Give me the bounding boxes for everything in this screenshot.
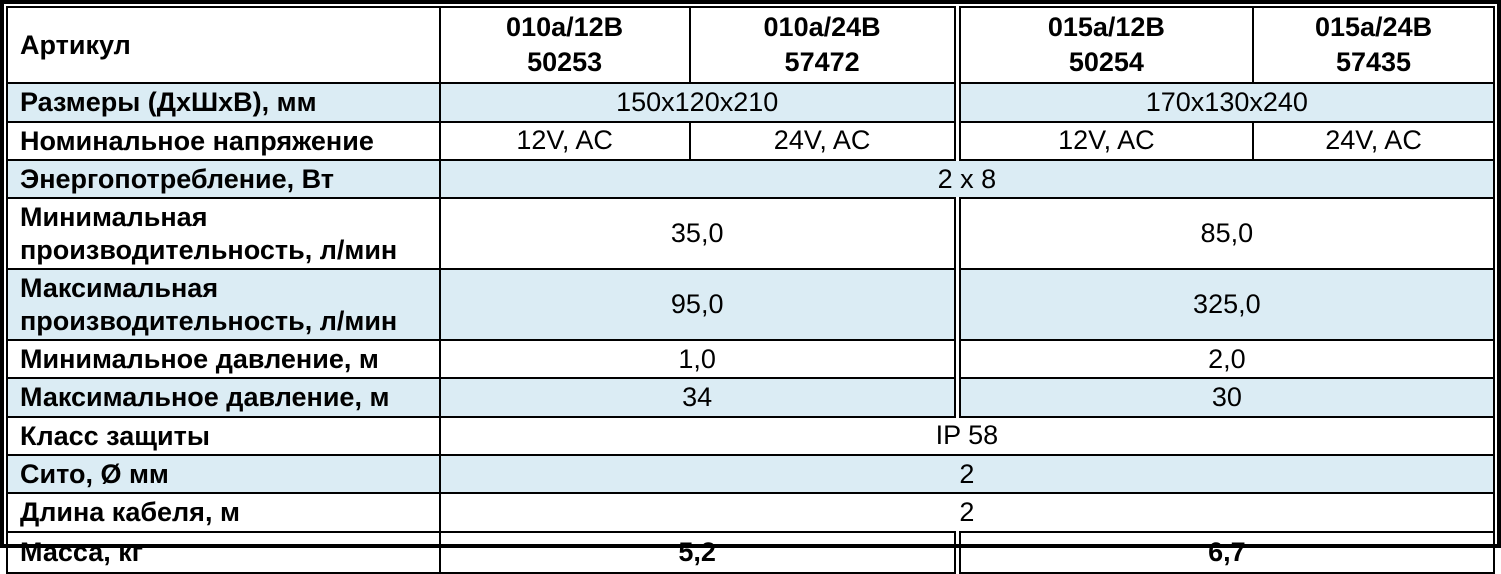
spec-value: 6,7 <box>957 532 1494 573</box>
spec-value: 325,0 <box>957 269 1494 340</box>
product-model: 015a/12В <box>1047 12 1165 42</box>
row-label: Класс защиты <box>7 417 440 455</box>
spec-value: IP 58 <box>440 417 1494 455</box>
spec-value: 12V, AC <box>440 122 690 160</box>
product-header-010a-24 <box>690 7 958 83</box>
row-label: Максимальная производительность, л/мин <box>7 269 440 340</box>
product-model: 015a/24В <box>1314 12 1433 42</box>
row-label: Номинальное напряжение <box>7 122 440 160</box>
product-header-015a-12 <box>957 7 1253 83</box>
spec-value: 95,0 <box>440 269 957 340</box>
row-label: Сито, Ø мм <box>7 455 440 493</box>
row-label: Масса, кг <box>7 532 440 573</box>
product-model: 010a/24В <box>763 12 881 42</box>
spec-value: 2 х 8 <box>440 160 1494 198</box>
row-label: Минимальная производительность, л/мин <box>7 198 440 269</box>
product-code: 50254 <box>1068 47 1144 78</box>
spec-table <box>6 6 1495 574</box>
row-label: Максимальное давление, м <box>7 378 440 416</box>
table-row-max-flow <box>7 269 1494 340</box>
row-label: Размеры (ДхШхВ), мм <box>7 83 440 121</box>
table-row-weight <box>7 532 1494 573</box>
row-label: Минимальное давление, м <box>7 340 440 378</box>
spec-value: 85,0 <box>957 198 1494 269</box>
spec-value: 24V, AC <box>1253 122 1494 160</box>
spec-value: 35,0 <box>440 198 957 269</box>
product-code: 57472 <box>784 47 860 78</box>
table-row-max-pressure <box>7 378 1494 416</box>
table-row-min-flow <box>7 198 1494 269</box>
spec-value: 150х120х210 <box>440 83 957 121</box>
spec-value: 170х130х240 <box>957 83 1494 121</box>
product-code: 50253 <box>527 47 603 78</box>
table-row-protection-class <box>7 417 1494 455</box>
spec-value: 12V, AC <box>957 122 1253 160</box>
table-row-power <box>7 160 1494 198</box>
table-row-min-pressure <box>7 340 1494 378</box>
spec-value: 1,0 <box>440 340 957 378</box>
product-model: 010a/12В <box>506 12 624 42</box>
product-code: 57435 <box>1335 47 1412 78</box>
row-label: Энергопотребление, Вт <box>7 160 440 198</box>
table-row-dimensions <box>7 83 1494 121</box>
spec-value: 2 <box>440 455 1494 493</box>
table-header-row <box>7 7 1494 83</box>
product-header-015a-24 <box>1253 7 1494 83</box>
spec-value: 34 <box>440 378 957 416</box>
spec-value: 2 <box>440 493 1494 531</box>
spec-value: 2,0 <box>957 340 1494 378</box>
product-header-010a-12 <box>440 7 690 83</box>
spec-value: 5,2 <box>440 532 957 573</box>
table-row-sieve <box>7 455 1494 493</box>
row-label: Длина кабеля, м <box>7 493 440 531</box>
table-row-cable-length <box>7 493 1494 531</box>
spec-value: 30 <box>957 378 1494 416</box>
spec-value: 24V, AC <box>690 122 958 160</box>
row-label-articul: Артикул <box>7 7 440 83</box>
table-row-voltage <box>7 122 1494 160</box>
